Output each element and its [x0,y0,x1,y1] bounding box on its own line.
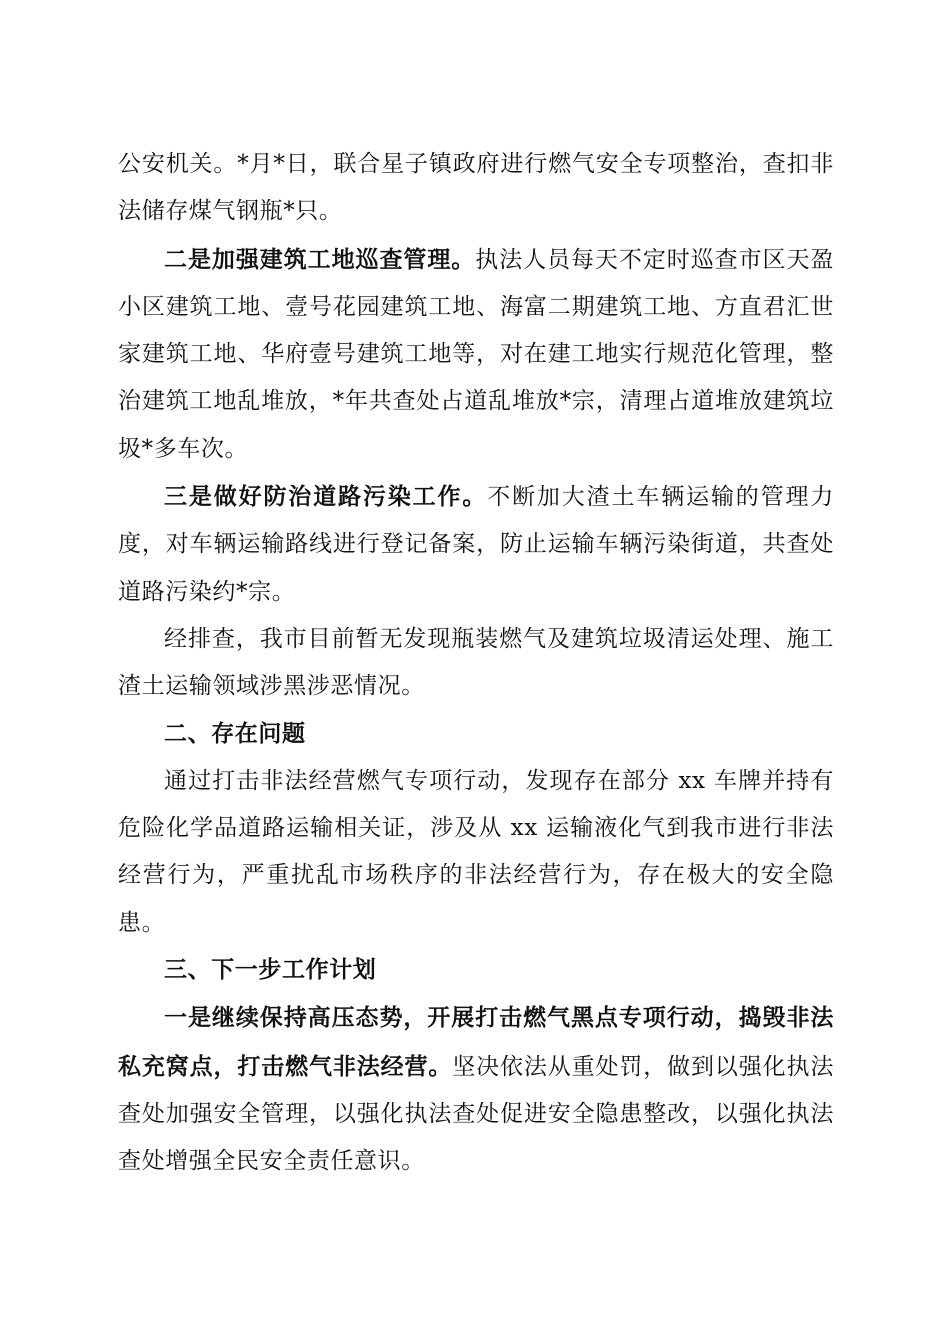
paragraph-next-plan [118,994,834,1185]
paragraph-text: 坚决依法从重处罚，做到以强化执法查处加强安全管理，以强化执法查处促进安全隐患整改，以强化执法查处增强全民安全责任意识。 [118,1053,834,1175]
paragraph-text: 执法人员每天不定时巡查市区天盈小区建筑工地、壹号花园建筑工地、海富二期建筑工地、方直君汇世家建筑工地、华府壹号建筑工地等，对在建工地实行规范化管理，整治建筑工地乱堆放，*年共查处占道乱堆放*宗，清理占道堆放建筑垃圾*多车次。 [118,246,834,462]
paragraph-text: 经排查，我市目前暂无发现瓶装燃气及建筑垃圾清运处理、施工渣土运输领域涉黑涉恶情况。 [118,625,834,700]
section-heading-next-plan: 三、下一步工作计划 [164,957,377,984]
paragraph-lead: 一是继续保持高压态势，开展打击燃气黑点专项行动，捣毁非法私充窝点，打击燃气非法经营。 [118,1004,834,1080]
paragraph-text: 公安机关。*月*日，联合星子镇政府进行燃气安全专项整治，查扣非法储存煤气钢瓶*只。 [118,151,834,225]
paragraph-text: 不断加大渣土车辆运输的管理力度，对车辆运输路线进行登记备案，防止运输车辆污染街道，共查处道路污染约*宗。 [118,484,834,605]
paragraph-construction-sites [118,236,834,473]
paragraph-lead: 三是做好防治道路污染工作。 [164,483,488,511]
document-body [118,141,834,1186]
paragraph-road-pollution [118,473,834,616]
section-heading-problems: 二、存在问题 [164,720,306,747]
paragraph-problems [118,758,834,947]
paragraph-continuation [118,141,834,236]
paragraph-lead: 二是加强建筑工地巡查管理。 [164,245,476,273]
paragraph-investigation-result [118,616,834,711]
paragraph-text: 通过打击非法经营燃气专项行动，发现存在部分 xx 车牌并持有危险化学品道路运输相关证，涉及从 xx 运输液化气到我市进行非法经营行为，严重扰乱市场秩序的非法经营行为，存在极大的安全隐患。 [118,767,834,936]
